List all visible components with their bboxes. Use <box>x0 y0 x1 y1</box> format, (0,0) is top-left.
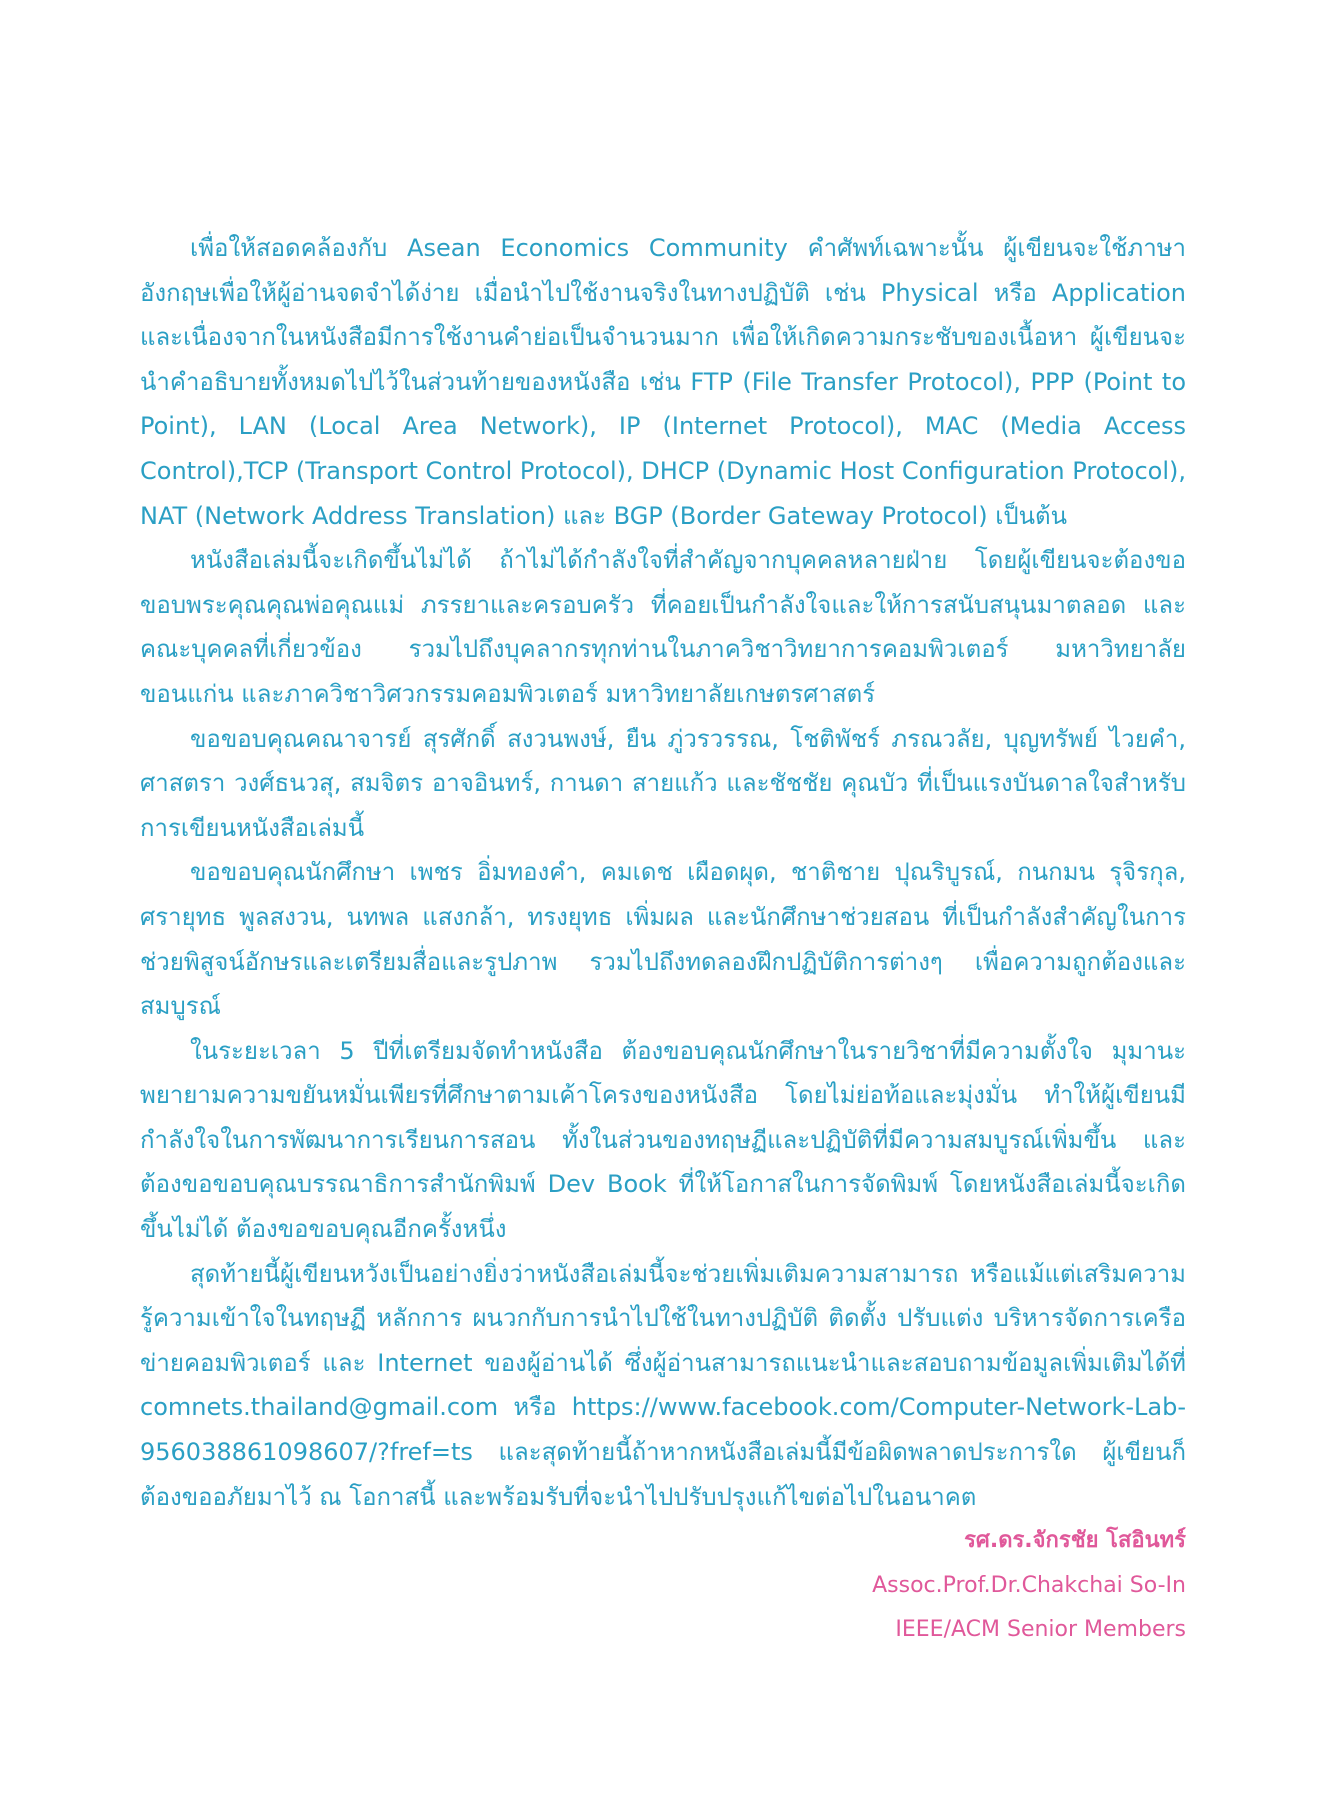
paragraph-acknowledgement-students: ขอขอบคุณนักศึกษา เพชร อิ่มทองคำ, คมเดช เผือดผุด, ชาติชาย ปุณริบูรณ์, กนกมน รุจิรกุล, ศรายุทธ พูลสงวน, นทพล แสงกล้า, ทรงยุทธ เพิ่มผล และนักศึกษาช่วยสอน ที่เป็นกำลังสำคัญในการช่วยพิสูจน์อักษรและเตรียมสื่อและรูปภาพ รวมไปถึงทดลองฝึกปฏิบัติการต่างๆ เพื่อความถูกต้องและสมบูรณ์ <box>140 858 1186 1021</box>
paragraph-acknowledgement-family: หนังสือเล่มนี้จะเกิดขึ้นไม่ได้ ถ้าไม่ได้กำลังใจที่สำคัญจากบุคคลหลายฝ่าย โดยผู้เขียนจะต้องขอขอบพระคุณคุณพ่อคุณแม่ ภรรยาและครอบครัว ที่คอยเป็นกำลังใจและให้การสนับสนุนมาตลอด และคณะบุคคลที่เกี่ยวข้อง รวมไปถึงบุคลากรทุกท่านในภาควิชาวิทยาการคอมพิวเตอร์ มหาวิทยาลัยขอนแก่น และภาควิชาวิศวกรรมคอมพิวเตอร์ มหาวิทยาลัยเกษตรศาสตร์ <box>140 546 1186 708</box>
preface-body <box>140 226 1186 1519</box>
paragraph-acknowledgement-faculty: ขอขอบคุณคณาจารย์ สุรศักดิ์ สงวนพงษ์, ยืน ภู่วรวรรณ, โชติพัชร์ ภรณวลัย, บุญทรัพย์ ไวยคำ, ศาสตรา วงศ์ธนวสุ, สมจิตร อาจอินทร์, กานดา สายแก้ว และชัชชัย คุณบัว ที่เป็นแรงบันดาลใจสำหรับการเขียนหนังสือเล่มนี้ <box>140 724 1186 842</box>
paragraph-closing: สุดท้ายนี้ผู้เขียนหวังเป็นอย่างยิ่งว่าหนังสือเล่มนี้จะช่วยเพิ่มเติมความสามารถ หรือแม้แต่เสริมความรู้ความเข้าใจในทฤษฏี หลักการ ผนวกกับการนำไปใช้ในทางปฏิบัติ ติดตั้ง ปรับแต่ง บริหารจัดการเครือข่ายคอมพิวเตอร์ และ Internet ของผู้อ่านได้ ซึ่งผู้อ่านสามารถแนะนำและสอบถามข้อมูลเพิ่มเติมได้ที่ comnets.thailand@gmail.com หรือ https://www.facebook.com/Computer-Network-Lab-956038861098607/?fref=ts และสุดท้ายนี้ถ้าหากหนังสือเล่มนี้มีข้อผิดพลาดประการใด ผู้เขียนก็ต้องขออภัยมาไว้ ณ โอกาสนี้ และพร้อมรับที่จะนำไปปรับปรุงแก้ไขต่อไปในอนาคต <box>140 1259 1186 1511</box>
paragraph-acknowledgement-publisher: ในระยะเวลา 5 ปีที่เตรียมจัดทำหนังสือ ต้องขอบคุณนักศึกษาในรายวิชาที่มีความตั้งใจ มุมานะพยายามความขยันหมั่นเพียรที่ศึกษาตามเค้าโครงของหนังสือ โดยไม่ย่อท้อและมุ่งมั่น ทำให้ผู้เขียนมีกำลังใจในการพัฒนาการเรียนการสอน ทั้งในส่วนของทฤษฏีและปฏิบัติที่มีความสมบูรณ์เพิ่มขึ้น และต้องขอขอบคุณบรรณาธิการสำนักพิมพ์ Dev Book ที่ให้โอกาสในการจัดพิมพ์ โดยหนังสือเล่มนี้จะเกิดขึ้นไม่ได้ ต้องขอขอบคุณอีกครั้งหนึ่ง <box>140 1036 1186 1244</box>
author-name-english: Assoc.Prof.Dr.Chakchai So-In <box>872 1572 1186 1598</box>
author-affiliation: IEEE/ACM Senior Members <box>895 1617 1186 1643</box>
paragraph-terminology: เพื่อให้สอดคล้องกับ Asean Economics Community คำศัพท์เฉพาะนั้น ผู้เขียนจะใช้ภาษาอังกฤษเพื่อให้ผู้อ่านจดจำได้ง่าย เมื่อนำไปใช้งานจริงในทางปฏิบัติ เช่น Physical หรือ Application และเนื่องจากในหนังสือมีการใช้งานคำย่อเป็นจำนวนมาก เพื่อให้เกิดความกระชับของเนื้อหา ผู้เขียนจะนำคำอธิบายทั้งหมดไปไว้ในส่วนท้ายของหนังสือ เช่น FTP (File Transfer Protocol), PPP (Point to Point), LAN (Local Area Network), IP (Internet Protocol), MAC (Media Access Control),TCP (Transport Control Protocol), DHCP (Dynamic Host Configuration Protocol), NAT (Network Address Translation) และ BGP (Border Gateway Protocol) เป็นต้น <box>140 234 1186 530</box>
author-signature <box>872 1519 1186 1653</box>
author-name-thai: รศ.ดร.จักรชัย โสอินทร์ <box>964 1528 1186 1553</box>
